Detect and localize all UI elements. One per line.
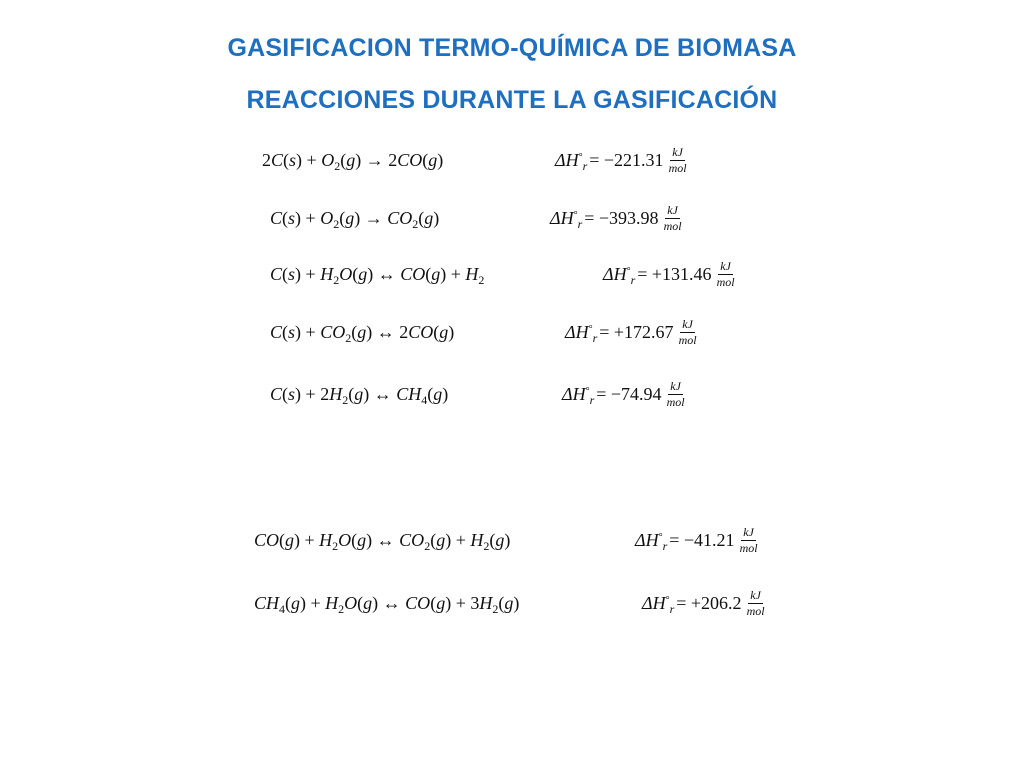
reaction-equation: $C(s) + 2H_2(g)$ ↔ $CH_4(g)$ [270, 384, 449, 407]
reaction-enthalpy [562, 374, 687, 414]
delta-h-symbol: $\Delta H^\circ_r$ [550, 208, 583, 231]
delta-h-value: = +172.67 [599, 322, 674, 342]
reaction-equation: $C(s) + H_2O(g)$ ↔ $CO(g) + H_2$ [270, 264, 485, 287]
unit-denominator: mol [746, 603, 765, 618]
slide-title: GASIFICACION TERMO-QUÍMICA DE BIOMASA [227, 34, 797, 62]
unit-fraction [665, 380, 687, 409]
reaction-equation: $CO(g) + H_2O(g)$ ↔ $CO_2(g) + H_2(g)$ [254, 530, 511, 553]
reaction-enthalpy [565, 312, 699, 352]
delta-h-symbol: $\Delta H^\circ_r$ [642, 593, 675, 616]
delta-h-symbol: $\Delta H^\circ_r$ [603, 264, 636, 287]
unit-fraction [662, 204, 684, 233]
delta-h-symbol: $\Delta H^\circ_r$ [555, 150, 588, 173]
unit-numerator: kJ [743, 524, 754, 539]
unit-denominator: mol [663, 218, 682, 233]
reaction-equation: $C(s) + O_2(g) \to CO_2(g)$ [270, 208, 440, 231]
delta-h-symbol: $\Delta H^\circ_r$ [562, 384, 595, 407]
reaction-enthalpy [603, 254, 737, 294]
delta-h-symbol: $\Delta H^\circ_r$ [635, 530, 668, 553]
reaction-equation: $C(s) + CO_2(g)$ ↔ 2CO(g) [270, 322, 455, 345]
delta-h-value: = −41.21 [669, 530, 735, 550]
unit-denominator: mol [666, 394, 685, 409]
unit-numerator: kJ [720, 258, 731, 273]
unit-fraction [667, 146, 689, 175]
unit-numerator: kJ [682, 316, 693, 331]
unit-denominator: mol [668, 160, 687, 175]
reaction-enthalpy [635, 520, 760, 560]
unit-denominator: mol [716, 274, 735, 289]
reaction-equation: $CH_4(g) + H_2O(g)$ ↔ $CO(g) + 3H_2(g)$ [254, 593, 520, 616]
slide-subtitle: REACCIONES DURANTE LA GASIFICACIÓN [246, 86, 778, 114]
unit-denominator: mol [678, 332, 697, 347]
unit-fraction [715, 260, 737, 289]
reaction-enthalpy [555, 140, 689, 180]
delta-h-value: = +206.2 [676, 593, 742, 613]
delta-h-symbol: $\Delta H^\circ_r$ [565, 322, 598, 345]
unit-numerator: kJ [670, 378, 681, 393]
unit-fraction [738, 526, 760, 555]
delta-h-value: = −74.94 [596, 384, 662, 404]
delta-h-value: = +131.46 [637, 264, 712, 284]
unit-numerator: kJ [667, 202, 678, 217]
unit-fraction [745, 589, 767, 618]
unit-denominator: mol [739, 540, 758, 555]
delta-h-value: = −393.98 [584, 208, 659, 228]
delta-h-value: = −221.31 [589, 150, 664, 170]
reaction-equation: $2C(s) + O_2(g) \to 2CO(g)$ [262, 150, 444, 173]
unit-numerator: kJ [672, 144, 683, 159]
unit-numerator: kJ [750, 587, 761, 602]
reaction-enthalpy [642, 583, 767, 623]
unit-fraction [677, 318, 699, 347]
reaction-enthalpy [550, 198, 684, 238]
